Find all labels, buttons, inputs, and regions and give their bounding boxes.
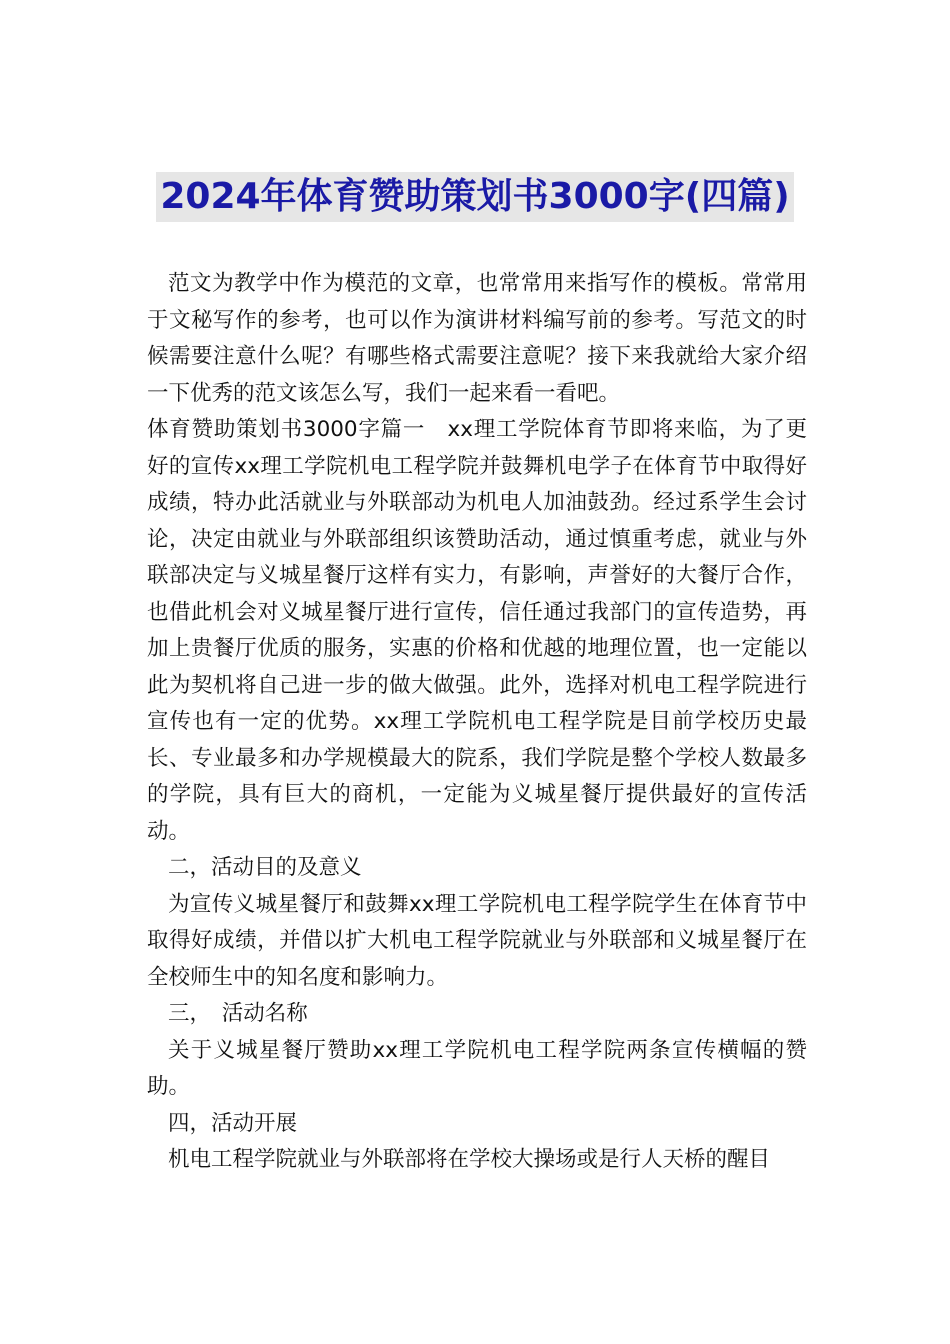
section3-paragraph: 关于义城星餐厅赞助xx理工学院机电工程学院两条宣传横幅的赞助。 <box>147 1037 807 1099</box>
document-body <box>147 266 807 1179</box>
section4-paragraph: 机电工程学院就业与外联部将在学校大操场或是行人天桥的醒目 <box>168 1147 771 1172</box>
section-heading-2: 二，活动目的及意义 <box>168 855 362 880</box>
section-heading-3: 三， 活动名称 <box>168 1001 308 1026</box>
intro-paragraph: 范文为教学中作为模范的文章，也常常用来指写作的模板。常常用于文秘写作的参考，也可以作为演讲材料编写前的参考。写范文的时候需要注意什么呢？有哪些格式需要注意呢？接下来我就给大家介绍一下优秀的范文该怎么写，我们一起来看一看吧。 <box>147 271 807 406</box>
section-heading-4: 四，活动开展 <box>168 1110 298 1136</box>
part1-paragraph: 体育赞助策划书3000字篇一 xx理工学院体育节即将来临，为了更好的宣传xx理工学院机电工程学院并鼓舞机电学子在体育节中取得好成绩，特办此活就业与外联部动为机电人加油鼓劲。经过系学生会讨论，决定由就业与外联部组织该赞助活动，通过慎重考虑，就业与外联部决定与义城星餐厅这样有实力，有影响，声誉好的大餐厅合作，也借此机会对义城星餐厅进行宣传，信任通过我部门的宣传造势，再加上贵餐厅优质的服务，实惠的价格和优越的地理位置，也一定能以此为契机将自己进一步的做大做强。此外，选择对机电工程学院进行宣传也有一定的优势。xx理工学院机电工程学院是目前学校历史最长、专业最多和办学规模最大的院系，我们学院是整个学校人数最多的学院，具有巨大的商机，一定能为义城星餐厅提供最好的宣传活动。 <box>147 417 807 844</box>
document-title: 2024年体育赞助策划书3000字(四篇) <box>156 172 793 222</box>
title-wrapper <box>0 172 950 222</box>
section2-paragraph: 为宣传义城星餐厅和鼓舞xx理工学院机电工程学院学生在体育节中取得好成绩，并借以扩大机电工程学院就业与外联部和义城星餐厅在全校师生中的知名度和影响力。 <box>147 891 807 990</box>
